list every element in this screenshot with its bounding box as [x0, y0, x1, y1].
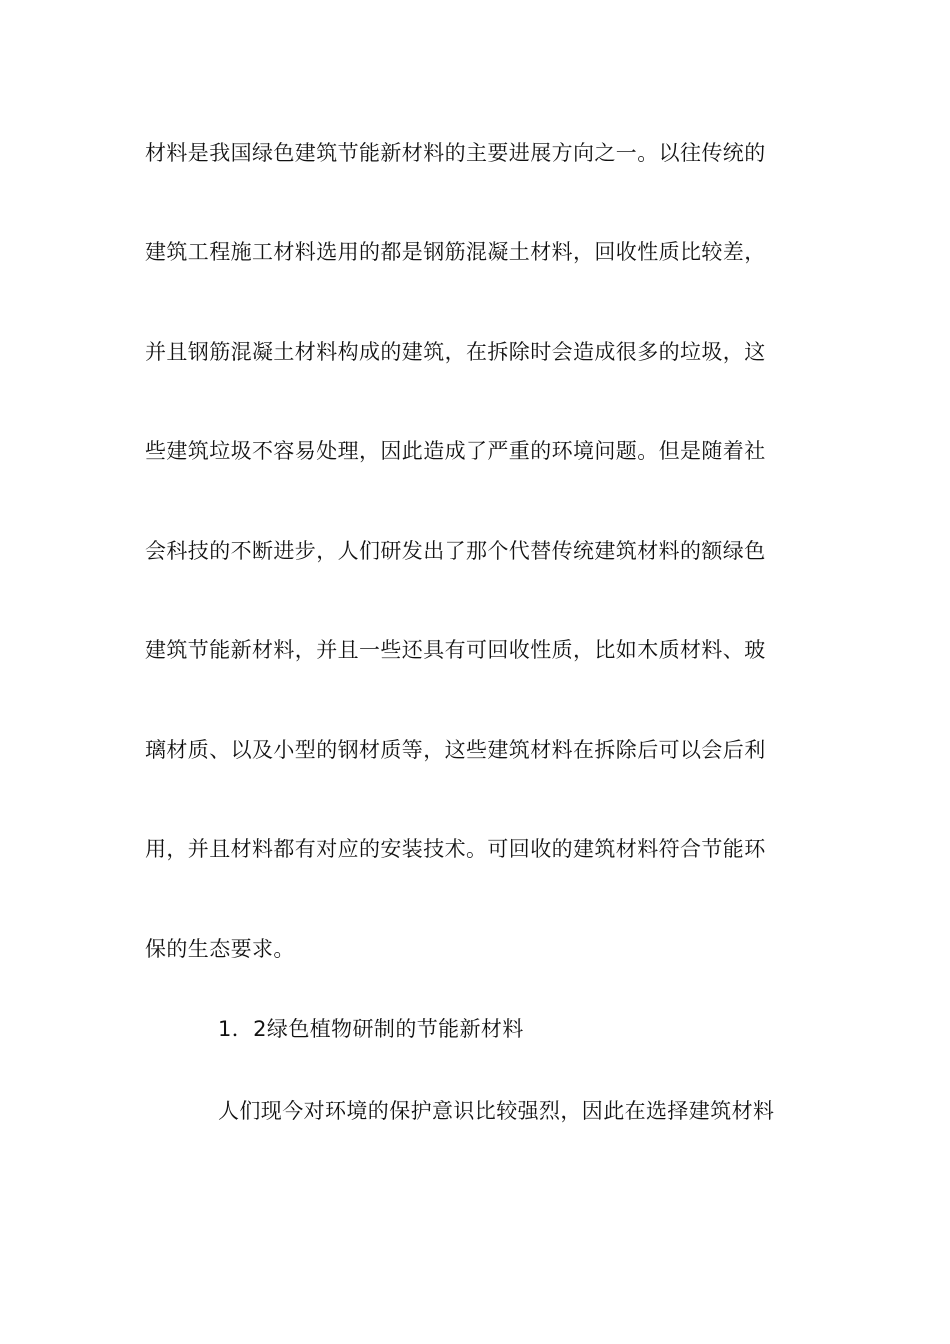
body-text-line: 材料是我国绿色建筑节能新材料的主要进展方向之一。以往传统的: [145, 141, 766, 165]
body-text-line: 建筑工程施工材料选用的都是钢筋混凝土材料，回收性质比较差，: [145, 240, 766, 264]
body-text-line: 并且钢筋混凝土材料构成的建筑，在拆除时会造成很多的垃圾，这: [145, 340, 766, 364]
body-text-line: 璃材质、以及小型的钢材质等，这些建筑材料在拆除后可以会后利: [145, 738, 766, 762]
body-text-line: 会科技的不断进步，人们研发出了那个代替传统建筑材料的额绿色: [145, 539, 766, 563]
body-text-line: 保的生态要求。: [145, 937, 295, 961]
section-heading: 1．2绿色植物研制的节能新材料: [218, 1017, 524, 1041]
body-text-line: 用，并且材料都有对应的安装技术。可回收的建筑材料符合节能环: [145, 837, 766, 861]
body-text-line: 人们现今对环境的保护意识比较强烈，因此在选择建筑材料: [218, 1099, 775, 1123]
body-text-line: 建筑节能新材料，并且一些还具有可回收性质，比如木质材料、玻: [145, 638, 766, 662]
body-text-line: 些建筑垃圾不容易处理，因此造成了严重的环境问题。但是随着社: [145, 439, 766, 463]
